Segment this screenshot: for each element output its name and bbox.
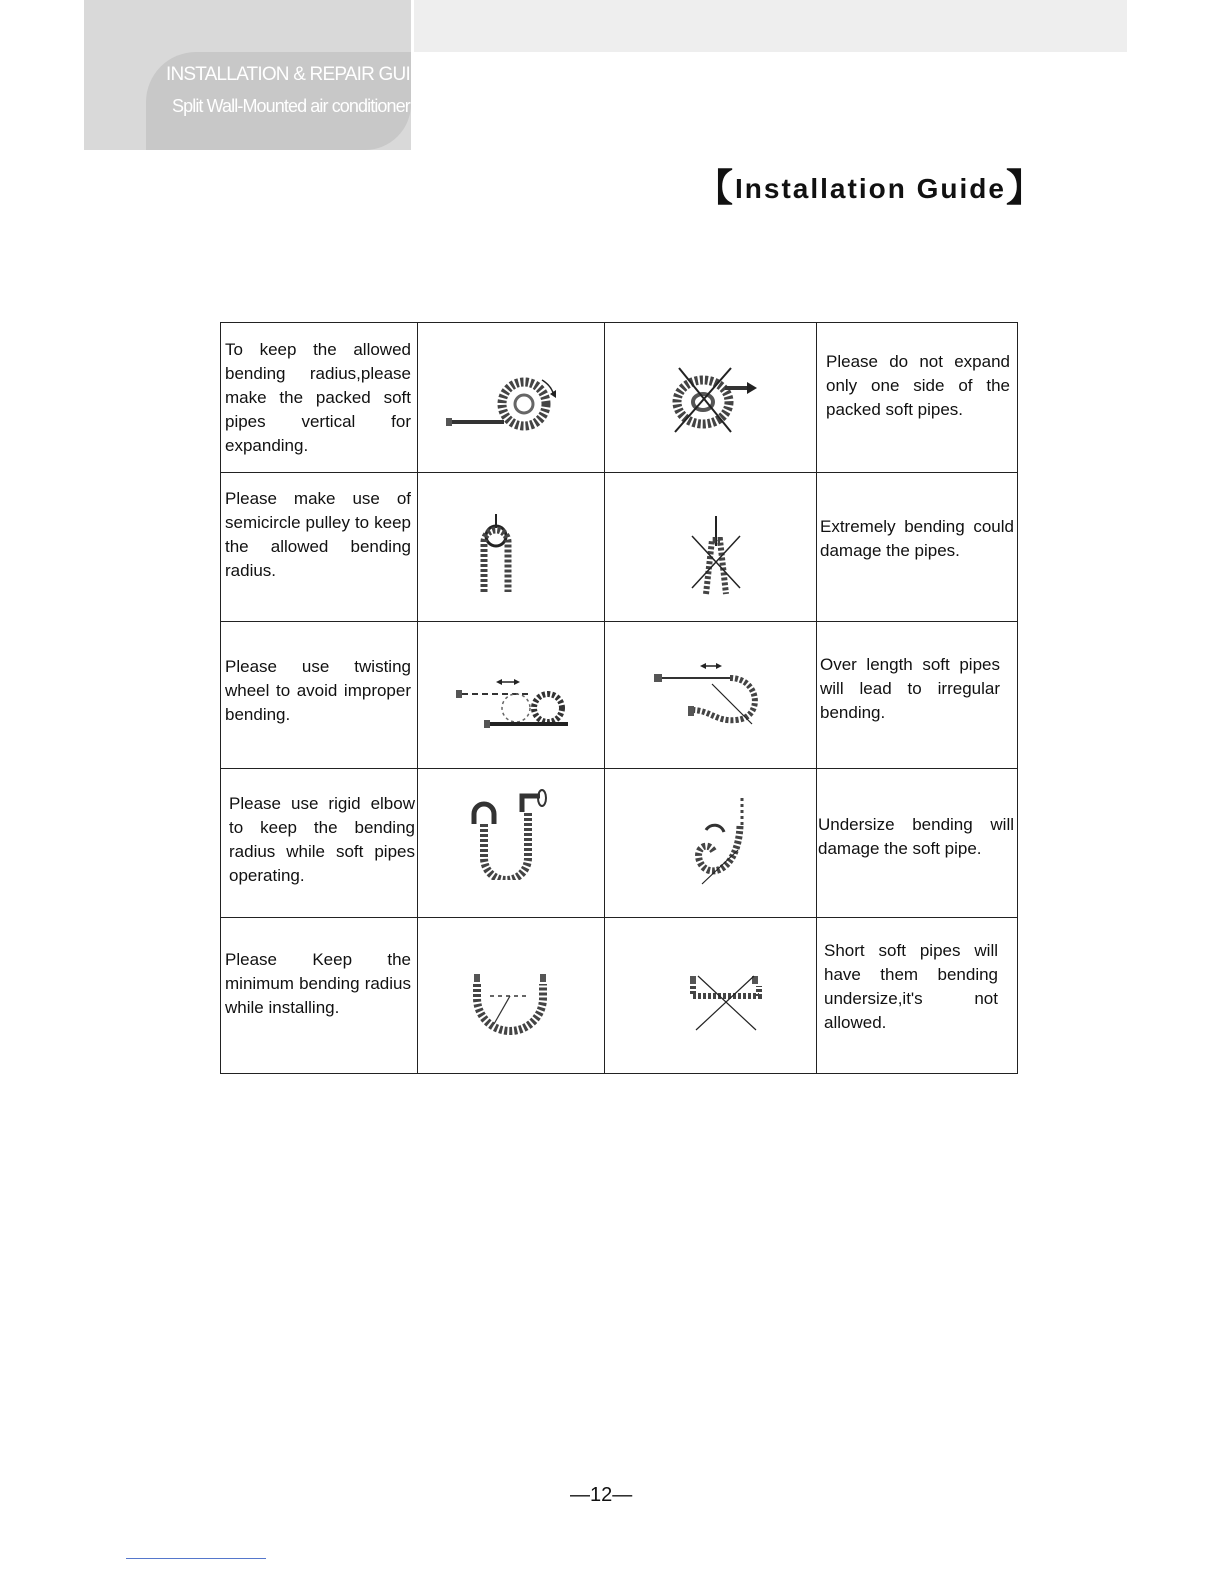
coiled-pipe-vertical-figure: [442, 372, 562, 432]
table-divider: [816, 322, 817, 1074]
row-4-instruction: Please use rigid elbow to keep the bending radius while soft pipes operating.: [229, 794, 415, 885]
row-3-warning: Over length soft pipes will lead to irregular bending.: [820, 655, 1000, 722]
title-text: Installation Guide: [735, 173, 1006, 204]
title-close-bracket: 】: [1005, 168, 1046, 210]
table-border: [1017, 322, 1018, 1074]
twisting-wheel-figure: [456, 676, 576, 732]
row-3-instruction: Please use twisting wheel to avoid improper bending.: [225, 657, 411, 724]
over-length-figure: [652, 658, 772, 728]
short-pipe-figure: [686, 972, 766, 1032]
row-5-instruction: Please Keep the minimum bending radius while installing.: [225, 950, 411, 1017]
table-divider: [220, 917, 1018, 918]
table-border: [220, 1073, 1018, 1074]
footer-rule: [126, 1558, 266, 1559]
table-divider: [604, 322, 605, 1074]
table-border: [220, 322, 221, 1074]
row-5-warning: Short soft pipes will have them bending undersize,it's not allowed.: [824, 941, 998, 1032]
page-title: [695, 170, 1046, 208]
row-2-warning: Extremely bending could damage the pipes.: [820, 517, 1014, 560]
table-divider: [220, 472, 1018, 473]
extreme-bend-figure: [688, 516, 744, 596]
undersize-bend-figure: [684, 792, 752, 890]
product-name: Split Wall-Mounted air conditioner: [172, 96, 410, 116]
pulley-bend-figure: [476, 514, 516, 594]
min-radius-figure: [468, 972, 552, 1042]
rigid-elbow-figure: [470, 788, 550, 880]
row-1-warning: Please do not expand only one side of the packed soft pipes.: [826, 352, 1010, 419]
installation-table: [220, 322, 1018, 1074]
table-divider: [220, 768, 1018, 769]
row-4-warning: Undersize bending will damage the soft pipe.: [818, 815, 1014, 858]
row-1-instruction: To keep the allowed bending radius,please make the packed soft pipes vertical for expanding.: [225, 340, 411, 455]
guide-title: INSTALLATION & REPAIR GUIDE: [166, 64, 435, 85]
title-open-bracket: 【: [695, 168, 736, 210]
table-divider: [220, 621, 1018, 622]
table-divider: [417, 322, 418, 1074]
header-band-right: [414, 0, 1127, 52]
row-2-instruction: Please make use of semicircle pulley to keep the allowed bending radius.: [225, 489, 411, 580]
table-border: [220, 322, 1018, 323]
coiled-pipe-wrong-figure: [665, 362, 765, 437]
page-number: —12—: [570, 1484, 633, 1506]
